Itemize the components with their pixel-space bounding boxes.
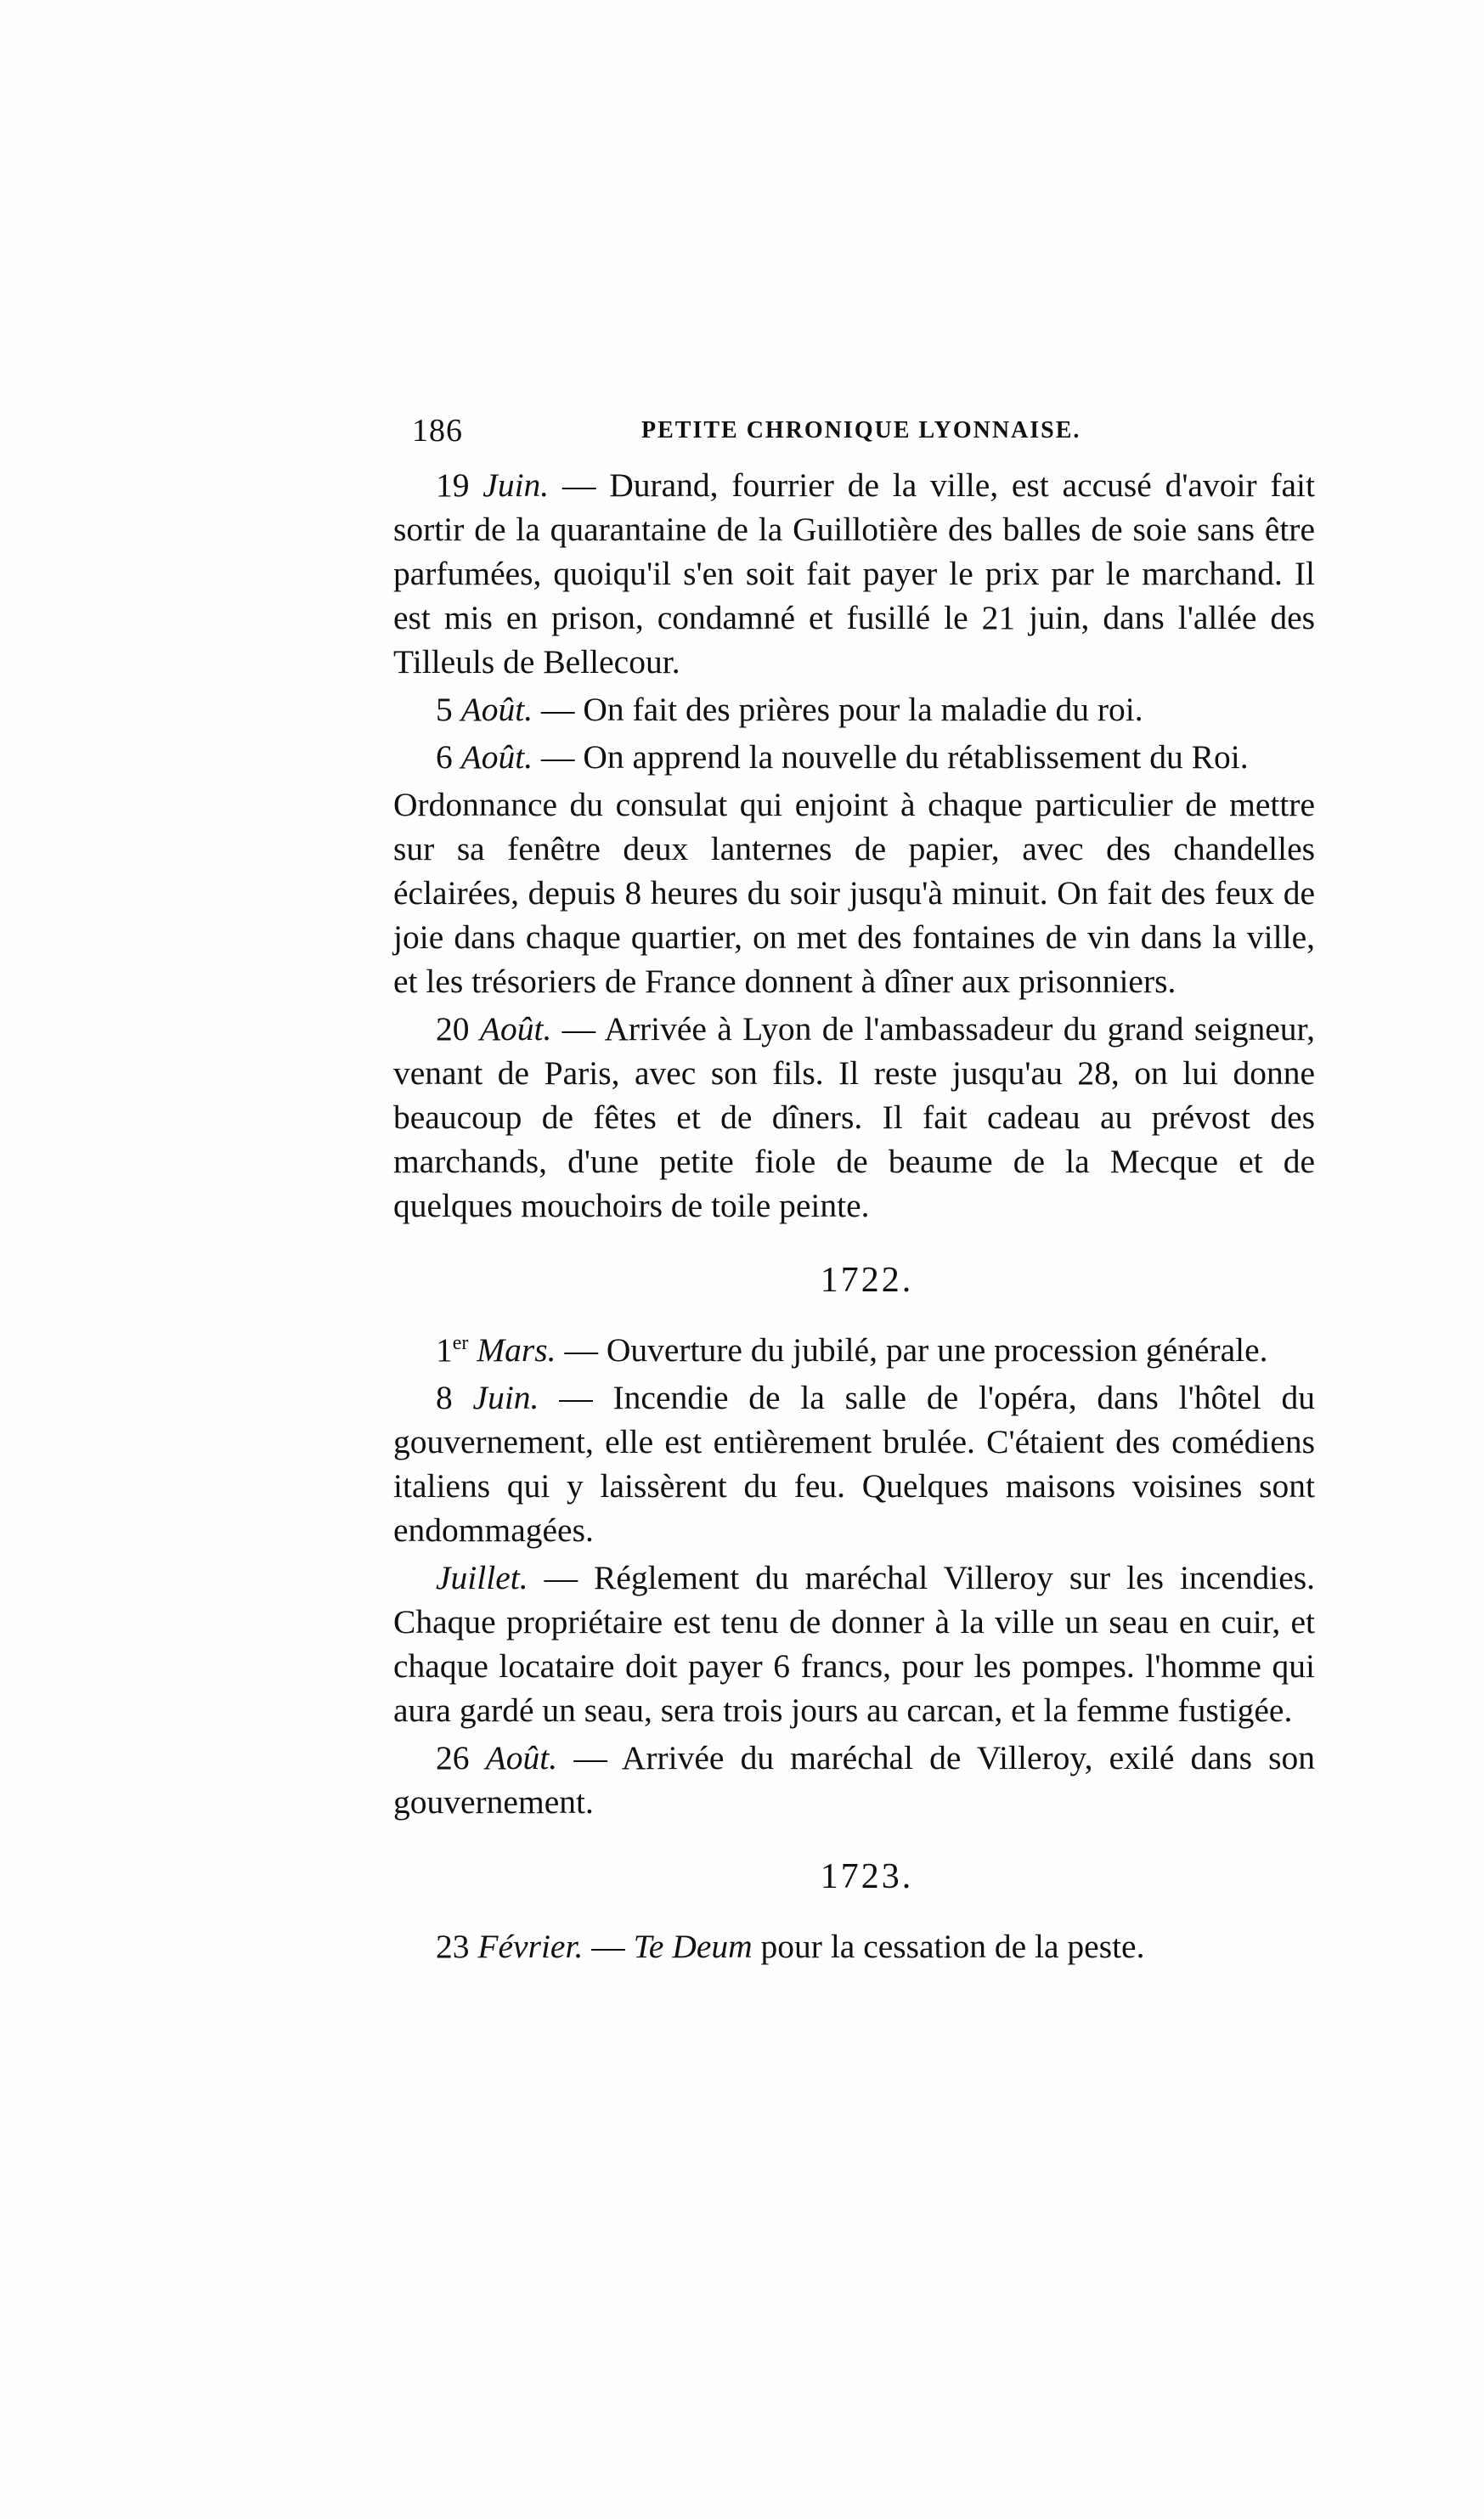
year-heading-1722: 1722. bbox=[820, 1261, 914, 1300]
page-body bbox=[393, 463, 1315, 1972]
year-heading-1723: 1723. bbox=[820, 1857, 914, 1896]
entry-20-aout: 20 Août. — Arrivée à Lyon de l'ambassadeur du grand seigneur, venant de Paris, avec son fils. Il reste jusqu'au 28, on lui donne beaucoup de fêtes et de dîners. Il fait cadeau au prévost des marchands, d'une petite fiole de beaume de la Mecque et de quelques mouchoirs de toile peinte. bbox=[393, 1010, 1315, 1224]
entry-ordonnance: Ordonnance du consulat qui enjoint à chaque particulier de mettre sur sa fenêtre deux lanternes de papier, avec des chandelles éclairées, depuis 8 heures du soir jusqu'à minuit. On fait des feux de joie dans chaque quartier, on met des fontaines de vin dans la ville, et les trésoriers de France donnent à dîner aux prisonniers. bbox=[393, 786, 1315, 1000]
entry-1er-mars: 1er Mars. — Ouverture du jubilé, par une procession générale. bbox=[436, 1331, 1268, 1369]
running-title: PETITE CHRONIQUE LYONNAISE. bbox=[641, 417, 1081, 443]
entry-26-aout: 26 Août. — Arrivée du maréchal de Villeroy, exilé dans son gouvernement. bbox=[393, 1739, 1315, 1821]
entry-23-fevrier: 23 Février. — Te Deum pour la cessation de la peste. bbox=[436, 1928, 1145, 1965]
entry-8-juin: 8 Juin. — Incendie de la salle de l'opéra, dans l'hôtel du gouvernement, elle est entièrement brulée. C'étaient des comédiens italiens qui y laissèrent du feu. Quelques maisons voisines sont endommagées. bbox=[393, 1379, 1315, 1549]
page-number: 186 bbox=[412, 413, 463, 449]
entry-19-juin: 19 Juin. — Durand, fourrier de la ville, est accusé d'avoir fait sortir de la quarantaine de la Guillotière des balles de soie sans être parfumées, quoiqu'il s'en soit fait payer le prix par le marchand. Il est mis en prison, condamné et fusillé le 21 juin, dans l'allée des Tilleuls de Bellecour. bbox=[393, 466, 1316, 681]
entry-5-aout: 5 Août. — On fait des prières pour la maladie du roi. bbox=[436, 691, 1143, 728]
entry-juillet: Juillet. — Réglement du maréchal Villeroy sur les incendies. Chaque propriétaire est tenu de donner à la ville un seau en cuir, et chaque locataire doit payer 6 francs, pour les pompes. l'homme qui aura gardé un seau, sera trois jours au carcan, et la femme fustigée. bbox=[393, 1559, 1315, 1729]
entry-6-aout: 6 Août. — On apprend la nouvelle du rétablissement du Roi. bbox=[436, 738, 1249, 776]
page-header bbox=[412, 412, 1308, 463]
